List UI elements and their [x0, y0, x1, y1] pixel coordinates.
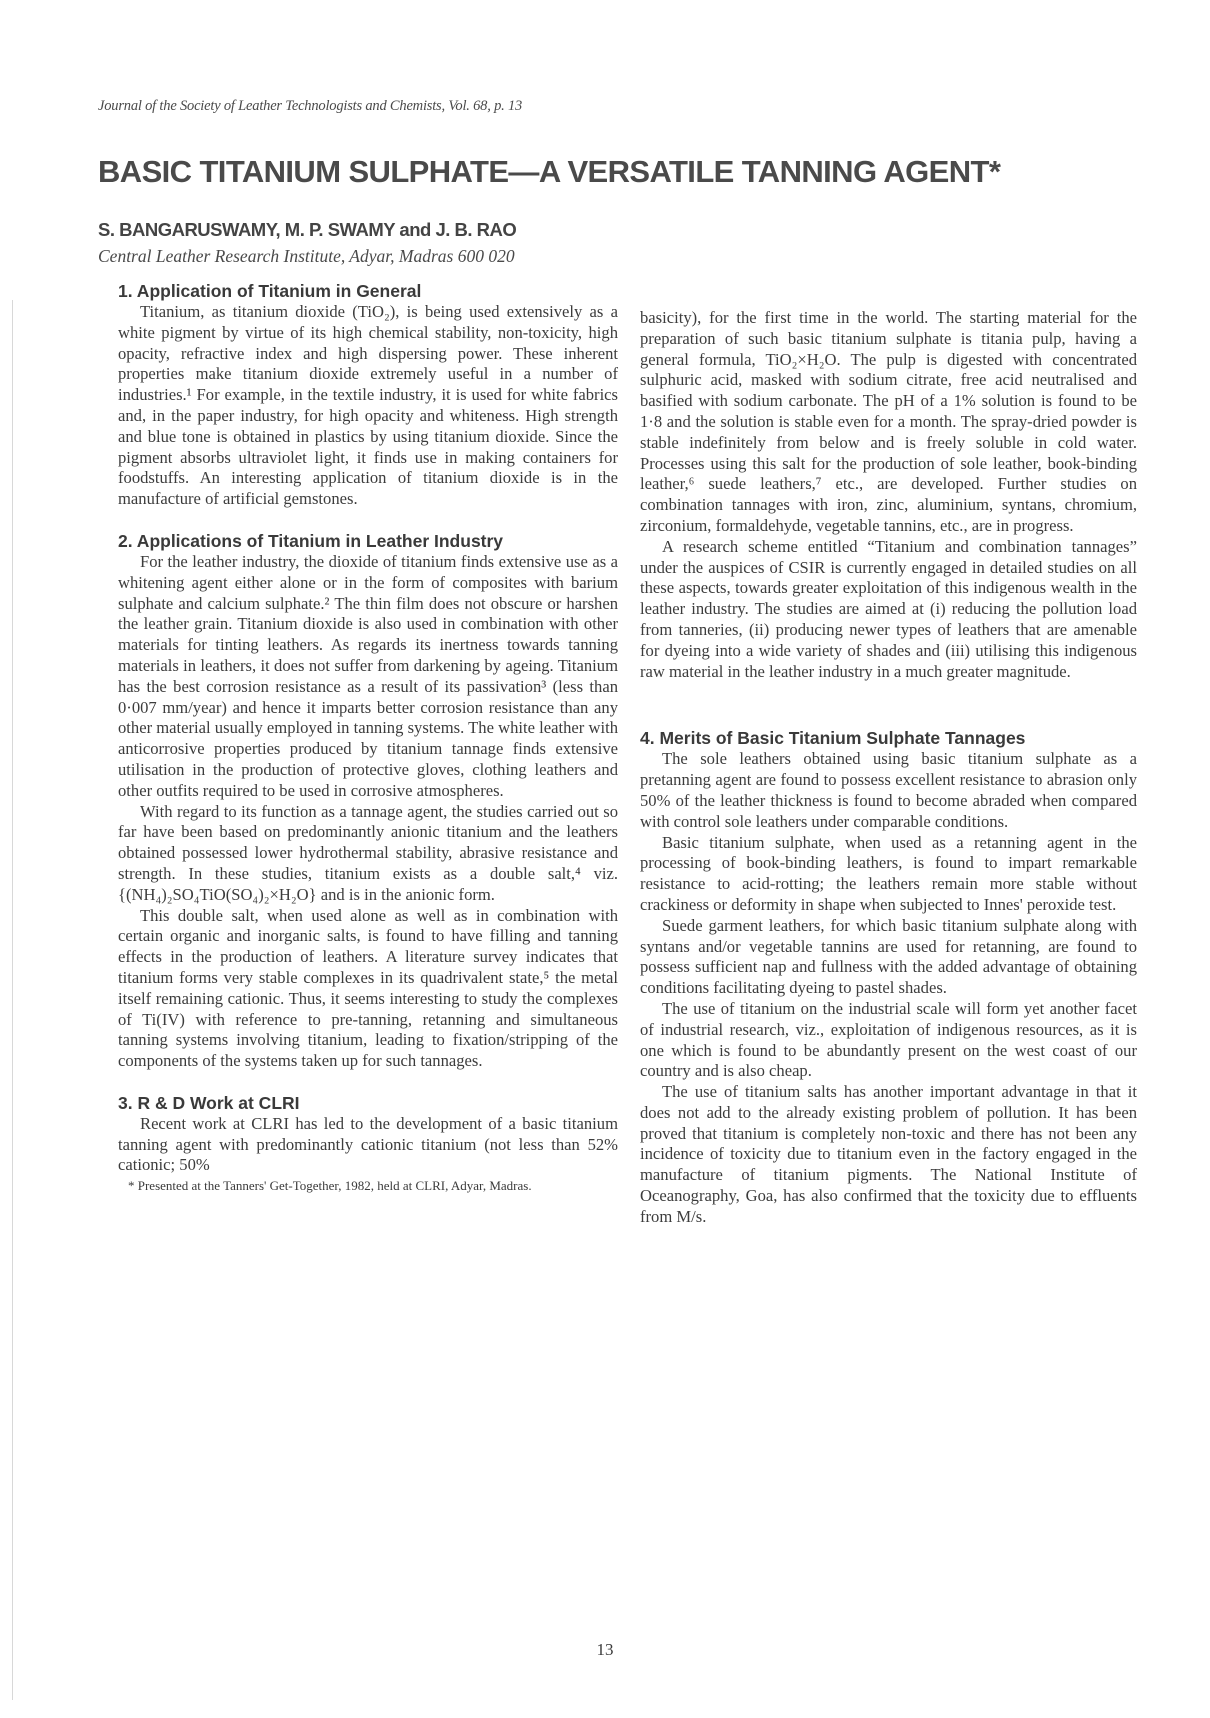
- section-4-paragraph-1: The sole leathers obtained using basic titanium sulphate as a pretanning agent are found to possess excellent resistance to abrasion only 50% of the leather thickness is found to become abraded when compared with control sole leathers under comparable conditions.: [640, 749, 1137, 831]
- section-2-paragraph-1: For the leather industry, the dioxide of titanium finds extensive use as a whitening agent either alone or in the form of composites with barium sulphate and calcium sulphate.² The thin film does not obscure or harshen the leather grain. Titanium dioxide is also used in combination with other materials for tinting leathers. As regards its inertness towards tanning materials in leathers, it does not suffer from darkening by ageing. Titanium has the best corrosion resistance as a result of its passivation³ (less than 0·007 mm/year) and hence it imparts better corrosion resistance than any other material usually employed in tanning systems. The white leather with anticorrosive properties produced by titanium tannage finds extensive utilisation in the production of protective gloves, clothing leathers and other outfits required to be used in corrosive atmospheres.: [118, 551, 618, 800]
- section-4-heading: 4. Merits of Basic Titanium Sulphate Tannages: [640, 728, 1026, 749]
- left-column: [118, 280, 618, 1194]
- scan-edge-line: [12, 300, 13, 1700]
- author-affiliation: Central Leather Research Institute, Adyar, Madras 600 020: [98, 246, 515, 266]
- section-4-paragraph-3: Suede garment leathers, for which basic titanium sulphate along with syntans and/or vegetable tannins are used for retanning, are found to possess sufficient nap and fullness with the added advantage of obtaining conditions facilitating dyeing to pastel shades.: [640, 915, 1137, 998]
- article-title: BASIC TITANIUM SULPHATE—A VERSATILE TANNING AGENT*: [98, 154, 1001, 189]
- section-3-heading: 3. R & D Work at CLRI: [118, 1092, 300, 1113]
- section-4-paragraph-2: Basic titanium sulphate, when used as a retanning agent in the processing of book-binding leathers, is found to impart remarkable resistance to acid-rotting; the leathers remain more stable without crackiness or deformity in shape when subjected to Innes' peroxide test.: [640, 832, 1137, 914]
- right-column: [640, 308, 1137, 1228]
- section-3-paragraph-2: A research scheme entitled “Titanium and combination tannages” under the auspices of CSIR is currently engaged in detailed studies on all these aspects, towards greater exploitation of this indigenous wealth in the leather industry. The studies are aimed at (i) reducing the pollution load from tanneries, (ii) producing newer types of leathers that are amenable for dyeing into a wide variety of shades and (iii) utilising this indigenous raw material in the leather industry in a much greater magnitude.: [640, 536, 1137, 681]
- article-authors: S. BANGARUSWAMY, M. P. SWAMY and J. B. RAO: [98, 219, 517, 240]
- section-2-paragraph-3: This double salt, when used alone as well as in combination with certain organic and inorganic salts, is found to have filling and tanning effects in the production of leathers. A literature survey indicates that titanium forms very stable complexes in its quadrivalent state,⁵ the metal itself remaining cationic. Thus, it seems interesting to study the complexes of Ti(IV) with reference to pre-tanning, retanning and simultaneous tanning systems involving titanium, leading to fixation/stripping of the components of the systems taken up for such tannages.: [118, 905, 618, 1071]
- section-2-heading: 2. Applications of Titanium in Leather Industry: [118, 530, 504, 551]
- section-1-heading: 1. Application of Titanium in General: [118, 281, 422, 301]
- section-4-paragraph-5: The use of titanium salts has another important advantage in that it does not add to the already existing problem of pollution. It has been proved that titanium is completely non-toxic and there has not been any incidence of toxicity due to titanium even in the factory engaged in the manufacture of titanium pigments. The National Institute of Oceanography, Goa, has also confirmed that the toxicity due to effluents from M/s.: [640, 1082, 1137, 1226]
- section-3-paragraph-1: Recent work at CLRI has led to the development of a basic titanium tanning agent with predominantly cationic titanium (not less than 52% cationic; 50%: [118, 1113, 618, 1175]
- page-number: 13: [596, 1640, 614, 1659]
- section-4-paragraph-4: The use of titanium on the industrial scale will form yet another facet of industrial research, viz., exploitation of indigenous resources, as it is one which is found to be abundantly present on the west coast of our country and is also cheap.: [640, 998, 1137, 1081]
- section-2-paragraph-2: With regard to its function as a tannage agent, the studies carried out so far have been based on predominantly anionic titanium and the leathers obtained possessed lower hydrothermal stability, abrasive resistance and strength. In these studies, titanium exists as a double salt,⁴ viz. {(NH₄)₂SO₄TiO(SO₄)₂×H₂O} and is in the anionic form.: [118, 801, 618, 904]
- section-1-paragraph: Titanium, as titanium dioxide (TiO₂), is being used extensively as a white pigment by virtue of its high chemical stability, non-toxicity, high opacity, refractive index and high dispersing power. These inherent properties make titanium dioxide extremely useful in a number of industries.¹ For example, in the textile industry, it is used for white fabrics and, in the paper industry, for high opacity and whiteness. High strength and blue tone is obtained in plastics by using titanium dioxide. Since the pigment absorbs ultraviolet light, it finds use in making containers for foodstuffs. An interesting application of titanium dioxide is in the manufacture of artificial gemstones.: [118, 302, 618, 509]
- journal-header: Journal of the Society of Leather Technologists and Chemists, Vol. 68, p. 13: [98, 98, 523, 114]
- footnote: * Presented at the Tanners' Get-Together, 1982, held at CLRI, Adyar, Madras.: [128, 1178, 532, 1194]
- section-3-continued: basicity), for the first time in the world. The starting material for the preparation of such basic titanium sulphate is titania pulp, having a general formula, TiO₂×H₂O. The pulp is digested with concentrated sulphuric acid, masked with sodium citrate, free acid neutralised and basified with sodium carbonate. The pH of a 1% solution is found to be 1·8 and the solution is stable even for a month. The spray-dried powder is stable indefinitely from below and is freely soluble in cold water. Processes using this salt for the production of sole leather, book-binding leather,⁶ suede leathers,⁷ etc., are developed. Further studies on combination tannages with iron, zinc, aluminium, syntans, chromium, zirconium, formaldehyde, vegetable tannins, etc., are in progress.: [640, 308, 1137, 535]
